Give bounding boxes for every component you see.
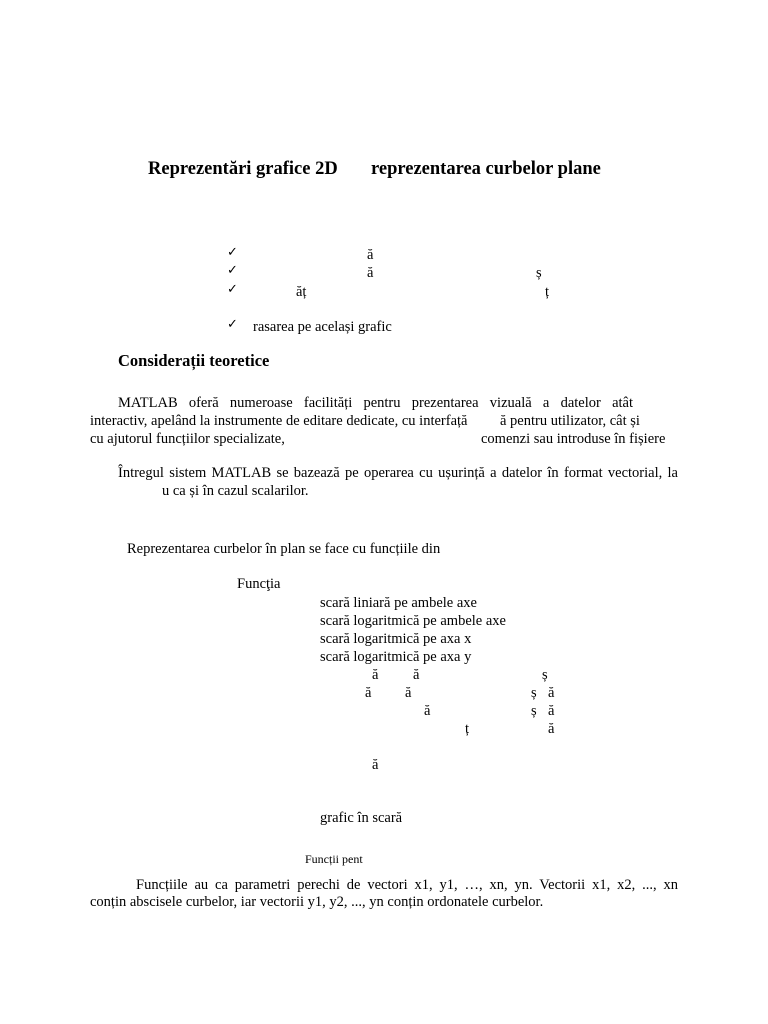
paragraph-1-line-3b: comenzi sau introduse în fișiere: [481, 431, 666, 447]
table-row: scară liniară pe ambele axe: [320, 595, 477, 611]
table-fragment: ș: [531, 685, 537, 701]
table-fragment: ă: [548, 721, 555, 737]
table-row: grafic în scară: [320, 810, 403, 826]
paragraph-1-line-3a: cu ajutorul funcțiilor specializate,: [90, 431, 285, 447]
table-fragment: ă: [424, 703, 431, 719]
paragraph-2-line-1: Întregul sistem MATLAB se bazează pe operarea cu ușurință a datelor în format vectorial, la: [118, 465, 678, 481]
table-fragment: ș: [531, 703, 537, 719]
table-fragment: ă: [372, 667, 379, 683]
paragraph-1-line-1: MATLAB oferă numeroase facilități pentru prezentarea vizuală a datelor atât: [118, 395, 633, 411]
section-heading: Considerații teoretice: [118, 351, 270, 370]
objective-text: rasarea pe același grafic: [253, 319, 392, 335]
page-title-part2: reprezentarea curbelor plane: [371, 159, 601, 179]
check-icon: ✓: [227, 317, 238, 332]
objective-fragment: ă: [367, 265, 374, 281]
page-title-part1: Reprezentări grafice 2D: [148, 159, 338, 179]
table-row: scară logaritmică pe axa y: [320, 649, 472, 665]
paragraph-3: Reprezentarea curbelor în plan se face cu funcțiile din: [127, 541, 441, 557]
objective-fragment: ăț: [296, 284, 307, 300]
table-fragment: ă: [548, 685, 555, 701]
table-fragment: ă: [365, 685, 372, 701]
table-row: scară logaritmică pe axa x: [320, 631, 472, 647]
paragraph-1-line-2b: ă pentru utilizator, cât și: [500, 413, 640, 429]
table-fragment: ă: [372, 757, 379, 773]
check-icon: ✓: [227, 245, 238, 260]
paragraph-4-line-1: Funcțiile au ca parametri perechi de vectori x1, y1, …, xn, yn. Vectorii x1, x2, ..., xn: [136, 877, 678, 893]
table-fragment: ă: [413, 667, 420, 683]
table-fragment: ț: [465, 721, 470, 737]
table-fragment: ă: [405, 685, 412, 701]
paragraph-2-line-2: u ca și în cazul scalarilor.: [162, 483, 309, 499]
paragraph-1-line-2a: interactiv, apelând la instrumente de editare dedicate, cu interfață: [90, 413, 468, 429]
objective-fragment: ș: [536, 265, 542, 281]
check-icon: ✓: [227, 263, 238, 278]
table-fragment: ș: [542, 667, 548, 683]
table-row: scară logaritmică pe ambele axe: [320, 613, 506, 629]
table-fragment: ă: [548, 703, 555, 719]
objective-fragment: ț: [545, 284, 550, 300]
table-header: Funcţia: [237, 576, 281, 592]
table-caption: Funcții pent: [305, 852, 363, 866]
objective-fragment: ă: [367, 247, 374, 263]
paragraph-4-line-2: conțin abscisele curbelor, iar vectorii y1, y2, ..., yn conțin ordonatele curbelor.: [90, 894, 544, 910]
check-icon: ✓: [227, 282, 238, 297]
